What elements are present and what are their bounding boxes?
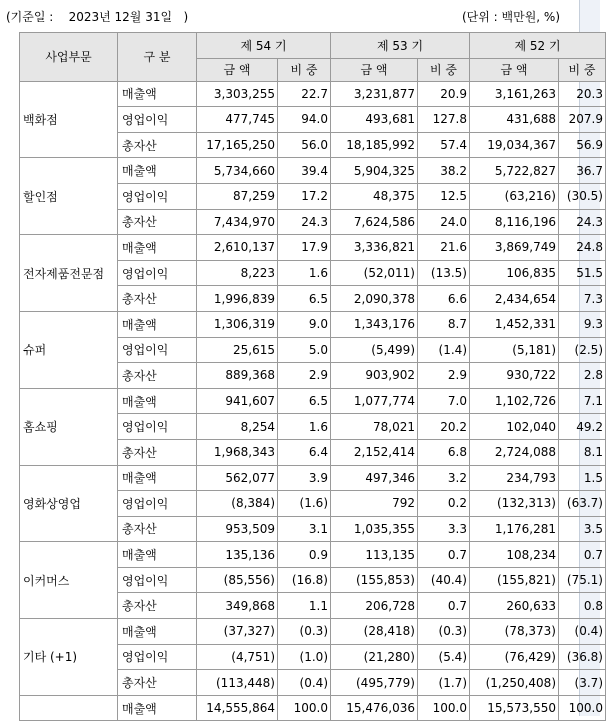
amount-cell: 1,306,319 [197, 311, 278, 337]
table-row [20, 542, 606, 568]
amount-cell: 206,728 [331, 593, 418, 619]
ratio-cell: 9.3 [559, 311, 606, 337]
amount-cell: 497,346 [331, 465, 418, 491]
ratio-cell: (1.4) [418, 337, 470, 363]
ratio-cell: 51.5 [559, 260, 606, 286]
ratio-cell: (0.4) [278, 670, 331, 696]
amount-cell: 2,434,654 [470, 286, 559, 312]
table-row [20, 311, 606, 337]
ratio-cell: 17.9 [278, 235, 331, 261]
amount-cell: 889,368 [197, 363, 278, 389]
amount-cell: 3,869,749 [470, 235, 559, 261]
row-item-label: 총자산 [118, 132, 197, 158]
amount-cell: (28,418) [331, 619, 418, 645]
ratio-cell: (0.3) [278, 619, 331, 645]
ratio-cell: 1.6 [278, 414, 331, 440]
amount-cell: 48,375 [331, 183, 418, 209]
ratio-cell: 24.3 [559, 209, 606, 235]
row-item-label: 총자산 [118, 670, 197, 696]
ratio-cell: 12.5 [418, 183, 470, 209]
segment-name: 백화점 [20, 81, 118, 158]
amount-cell: 8,254 [197, 414, 278, 440]
ratio-cell: 3.2 [418, 465, 470, 491]
ratio-cell: 9.0 [278, 311, 331, 337]
amount-cell: 106,835 [470, 260, 559, 286]
amount-cell: 7,434,970 [197, 209, 278, 235]
ratio-cell: 0.2 [418, 491, 470, 517]
amount-cell: (76,429) [470, 644, 559, 670]
amount-cell: (495,779) [331, 670, 418, 696]
amount-cell: (63,216) [470, 183, 559, 209]
row-item-label: 매출액 [118, 619, 197, 645]
subheader-ratio: 비 중 [418, 58, 470, 81]
row-item-label: 영업이익 [118, 337, 197, 363]
ratio-cell: 17.2 [278, 183, 331, 209]
ratio-cell: (5.4) [418, 644, 470, 670]
ratio-cell: 5.0 [278, 337, 331, 363]
row-item-label: 영업이익 [118, 491, 197, 517]
table-row [20, 81, 606, 107]
table-row [20, 619, 606, 645]
amount-cell: 2,152,414 [331, 439, 418, 465]
ratio-cell: 20.9 [418, 81, 470, 107]
amount-cell: 260,633 [470, 593, 559, 619]
amount-cell: 1,176,281 [470, 516, 559, 542]
row-item-label: 총자산 [118, 363, 197, 389]
amount-cell: 5,722,827 [470, 158, 559, 184]
ratio-cell: 39.4 [278, 158, 331, 184]
ratio-cell: (75.1) [559, 567, 606, 593]
ratio-cell: 3.1 [278, 516, 331, 542]
ratio-cell: (36.8) [559, 644, 606, 670]
table-row [20, 235, 606, 261]
amount-cell: (1,250,408) [470, 670, 559, 696]
amount-cell: 3,303,255 [197, 81, 278, 107]
row-item-label: 매출액 [118, 235, 197, 261]
ratio-cell: 0.7 [418, 593, 470, 619]
amount-cell: 7,624,586 [331, 209, 418, 235]
amount-cell: (37,327) [197, 619, 278, 645]
ratio-cell: 56.0 [278, 132, 331, 158]
row-item-label: 영업이익 [118, 567, 197, 593]
amount-cell: 3,231,877 [331, 81, 418, 107]
amount-cell: (4,751) [197, 644, 278, 670]
amount-cell: 2,090,378 [331, 286, 418, 312]
row-item-label: 총자산 [118, 439, 197, 465]
row-item-label: 영업이익 [118, 107, 197, 133]
amount-cell: (78,373) [470, 619, 559, 645]
amount-cell: 349,868 [197, 593, 278, 619]
row-item-label: 영업이익 [118, 414, 197, 440]
ratio-cell: 100.0 [559, 695, 606, 721]
ratio-cell: 94.0 [278, 107, 331, 133]
ratio-cell: (0.3) [418, 619, 470, 645]
ratio-cell: 7.3 [559, 286, 606, 312]
amount-cell: 5,904,325 [331, 158, 418, 184]
ratio-cell: 3.5 [559, 516, 606, 542]
ratio-cell: 100.0 [418, 695, 470, 721]
ratio-cell: 6.6 [418, 286, 470, 312]
ratio-cell: (63.7) [559, 491, 606, 517]
ratio-cell: 7.1 [559, 388, 606, 414]
amount-cell: 25,615 [197, 337, 278, 363]
ratio-cell: (16.8) [278, 567, 331, 593]
ratio-cell: 6.8 [418, 439, 470, 465]
amount-cell: 1,035,355 [331, 516, 418, 542]
amount-cell: 792 [331, 491, 418, 517]
row-item-label: 매출액 [118, 695, 197, 721]
subheader-amount: 금 액 [197, 58, 278, 81]
ratio-cell: 8.7 [418, 311, 470, 337]
ratio-cell: 56.9 [559, 132, 606, 158]
column-header-item: 구 분 [118, 33, 197, 82]
ratio-cell: 1.1 [278, 593, 331, 619]
amount-cell: (5,499) [331, 337, 418, 363]
segment-name: 할인점 [20, 158, 118, 235]
amount-cell: 562,077 [197, 465, 278, 491]
ratio-cell: 6.4 [278, 439, 331, 465]
ratio-cell: 3.9 [278, 465, 331, 491]
amount-cell: 3,161,263 [470, 81, 559, 107]
amount-cell: 1,996,839 [197, 286, 278, 312]
ratio-cell: (40.4) [418, 567, 470, 593]
amount-cell: (52,011) [331, 260, 418, 286]
segment-name: 영화상영업 [20, 465, 118, 542]
amount-cell: (155,821) [470, 567, 559, 593]
ratio-cell: 0.8 [559, 593, 606, 619]
amount-cell: 17,165,250 [197, 132, 278, 158]
amount-cell: 15,476,036 [331, 695, 418, 721]
amount-cell: 15,573,550 [470, 695, 559, 721]
reference-date: (기준일 : 2023년 12월 31일 ) [6, 10, 189, 24]
ratio-cell: 1.5 [559, 465, 606, 491]
ratio-cell: 8.1 [559, 439, 606, 465]
amount-cell: 14,555,864 [197, 695, 278, 721]
row-item-label: 매출액 [118, 388, 197, 414]
column-header-period-54: 제 54 기 [197, 33, 331, 59]
table-row [20, 465, 606, 491]
subheader-ratio: 비 중 [278, 58, 331, 81]
table-row [20, 695, 606, 721]
amount-cell: 18,185,992 [331, 132, 418, 158]
ratio-cell: 24.3 [278, 209, 331, 235]
segment-financial-table [19, 32, 606, 721]
unit-label: (단위 : 백만원, %) [461, 10, 560, 24]
segment-name: 이커머스 [20, 542, 118, 619]
ratio-cell: (30.5) [559, 183, 606, 209]
amount-cell: 1,452,331 [470, 311, 559, 337]
amount-cell: 8,223 [197, 260, 278, 286]
segment-name: 기타 (+1) [20, 619, 118, 696]
ratio-cell: 38.2 [418, 158, 470, 184]
header-bar [0, 0, 600, 28]
ratio-cell: 20.3 [559, 81, 606, 107]
ratio-cell: 3.3 [418, 516, 470, 542]
amount-cell: 903,902 [331, 363, 418, 389]
ratio-cell: 127.8 [418, 107, 470, 133]
column-header-period-53: 제 53 기 [331, 33, 470, 59]
amount-cell: (132,313) [470, 491, 559, 517]
column-header-segment: 사업부문 [20, 33, 118, 82]
ratio-cell: 49.2 [559, 414, 606, 440]
subheader-ratio: 비 중 [559, 58, 606, 81]
row-item-label: 영업이익 [118, 260, 197, 286]
amount-cell: 930,722 [470, 363, 559, 389]
amount-cell: (8,384) [197, 491, 278, 517]
ratio-cell: 6.5 [278, 286, 331, 312]
amount-cell: 1,968,343 [197, 439, 278, 465]
ratio-cell: 57.4 [418, 132, 470, 158]
row-item-label: 총자산 [118, 516, 197, 542]
amount-cell: 1,102,726 [470, 388, 559, 414]
amount-cell: 941,607 [197, 388, 278, 414]
ratio-cell: (3.7) [559, 670, 606, 696]
amount-cell: 431,688 [470, 107, 559, 133]
ratio-cell: 0.9 [278, 542, 331, 568]
amount-cell: 234,793 [470, 465, 559, 491]
amount-cell: 5,734,660 [197, 158, 278, 184]
segment-name: 홈쇼핑 [20, 388, 118, 465]
amount-cell: 477,745 [197, 107, 278, 133]
ratio-cell: 24.0 [418, 209, 470, 235]
amount-cell: 19,034,367 [470, 132, 559, 158]
table-row [20, 388, 606, 414]
amount-cell: (85,556) [197, 567, 278, 593]
ratio-cell: (0.4) [559, 619, 606, 645]
amount-cell: 78,021 [331, 414, 418, 440]
ratio-cell: 0.7 [559, 542, 606, 568]
ratio-cell: (1.0) [278, 644, 331, 670]
row-item-label: 매출액 [118, 311, 197, 337]
segment-name: 슈퍼 [20, 311, 118, 388]
column-header-period-52: 제 52 기 [470, 33, 606, 59]
amount-cell: 135,136 [197, 542, 278, 568]
row-item-label: 총자산 [118, 593, 197, 619]
row-item-label: 매출액 [118, 542, 197, 568]
amount-cell: (5,181) [470, 337, 559, 363]
ratio-cell: 0.7 [418, 542, 470, 568]
ratio-cell: 100.0 [278, 695, 331, 721]
amount-cell: 2,724,088 [470, 439, 559, 465]
amount-cell: 1,343,176 [331, 311, 418, 337]
segment-name [20, 695, 118, 721]
amount-cell: 953,509 [197, 516, 278, 542]
ratio-cell: 6.5 [278, 388, 331, 414]
ratio-cell: 21.6 [418, 235, 470, 261]
amount-cell: (155,853) [331, 567, 418, 593]
ratio-cell: 207.9 [559, 107, 606, 133]
ratio-cell: 2.9 [278, 363, 331, 389]
ratio-cell: (13.5) [418, 260, 470, 286]
ratio-cell: 2.9 [418, 363, 470, 389]
ratio-cell: 1.6 [278, 260, 331, 286]
amount-cell: 3,336,821 [331, 235, 418, 261]
amount-cell: 102,040 [470, 414, 559, 440]
amount-cell: 2,610,137 [197, 235, 278, 261]
row-item-label: 매출액 [118, 81, 197, 107]
ratio-cell: (2.5) [559, 337, 606, 363]
subheader-amount: 금 액 [470, 58, 559, 81]
amount-cell: 87,259 [197, 183, 278, 209]
subheader-amount: 금 액 [331, 58, 418, 81]
ratio-cell: 36.7 [559, 158, 606, 184]
amount-cell: (113,448) [197, 670, 278, 696]
ratio-cell: 2.8 [559, 363, 606, 389]
amount-cell: (21,280) [331, 644, 418, 670]
row-item-label: 총자산 [118, 209, 197, 235]
table-row [20, 158, 606, 184]
row-item-label: 매출액 [118, 158, 197, 184]
table-body [20, 81, 606, 721]
row-item-label: 영업이익 [118, 644, 197, 670]
amount-cell: 108,234 [470, 542, 559, 568]
row-item-label: 총자산 [118, 286, 197, 312]
ratio-cell: 7.0 [418, 388, 470, 414]
row-item-label: 매출액 [118, 465, 197, 491]
ratio-cell: 22.7 [278, 81, 331, 107]
ratio-cell: (1.7) [418, 670, 470, 696]
amount-cell: 1,077,774 [331, 388, 418, 414]
amount-cell: 113,135 [331, 542, 418, 568]
ratio-cell: (1.6) [278, 491, 331, 517]
ratio-cell: 20.2 [418, 414, 470, 440]
row-item-label: 영업이익 [118, 183, 197, 209]
amount-cell: 493,681 [331, 107, 418, 133]
segment-name: 전자제품전문점 [20, 235, 118, 312]
ratio-cell: 24.8 [559, 235, 606, 261]
amount-cell: 8,116,196 [470, 209, 559, 235]
